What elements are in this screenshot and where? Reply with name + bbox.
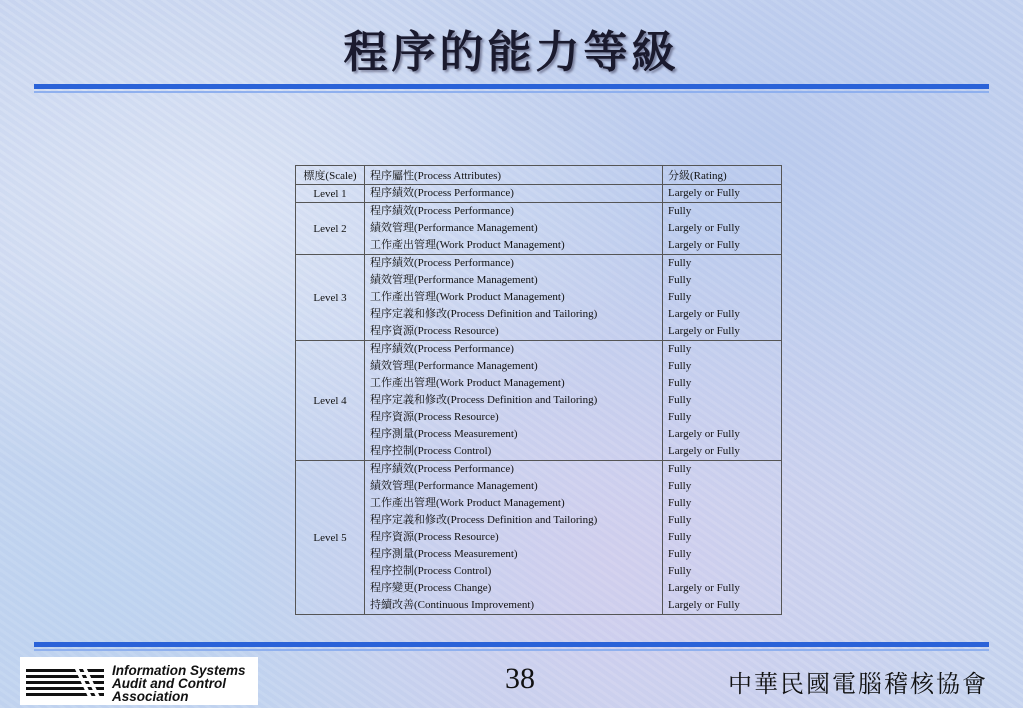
attributes-cell [365,203,663,255]
rating-cell [663,461,782,615]
rating-value: Fully [668,497,692,509]
header-process-attributes: 程序屬性(Process Attributes) [365,166,663,185]
rating-value: Fully [668,291,692,303]
process-attribute: 程序測量(Process Measurement) [370,548,518,560]
table-row [296,341,782,461]
rating-value: Largely or Fully [668,325,740,337]
attributes-cell [365,185,663,203]
organization-name: 中華民國電腦稽核協會 [728,670,988,698]
logo-line-2: Audit and Control [112,676,226,691]
logo-line-1: Information Systems [112,663,246,678]
rating-value: Fully [668,480,692,492]
attributes-cell [365,255,663,341]
rating-value: Fully [668,205,692,217]
rating-value: Fully [668,531,692,543]
process-attribute: 程序控制(Process Control) [370,445,492,457]
rating-value: Largely or Fully [668,187,740,199]
table-row [296,461,782,615]
process-attribute: 程序績效(Process Performance) [370,343,514,355]
process-attribute: 績效管理(Performance Management) [370,480,538,492]
rating-value: Largely or Fully [668,445,740,457]
rating-value: Fully [668,565,692,577]
rating-value: Largely or Fully [668,308,740,320]
process-attribute: 工作產出管理(Work Product Management) [370,377,565,389]
header-scale: 標度(Scale) [296,166,365,185]
process-attribute: 程序變更(Process Change) [370,582,492,594]
rating-value: Fully [668,360,692,372]
rating-value: Fully [668,463,692,475]
rating-value: Fully [668,257,692,269]
process-attribute: 工作產出管理(Work Product Management) [370,497,565,509]
process-attribute: 績效管理(Performance Management) [370,222,538,234]
rating-cell [663,341,782,461]
process-attribute: 程序控制(Process Control) [370,565,492,577]
slide-title: 程序的能力等級 [343,27,680,78]
rating-value: Fully [668,394,692,406]
rating-value: Largely or Fully [668,222,740,234]
table-row [296,203,782,255]
process-attribute: 程序測量(Process Measurement) [370,428,518,440]
process-attribute: 工作產出管理(Work Product Management) [370,239,565,251]
scale-cell: Level 2 [296,203,365,255]
rating-value: Largely or Fully [668,239,740,251]
rating-value: Fully [668,548,692,560]
top-divider-thin [34,91,989,93]
logo-line-3: Association [112,689,189,704]
process-attribute: 程序績效(Process Performance) [370,205,514,217]
process-attribute: 程序績效(Process Performance) [370,257,514,269]
process-attribute: 程序資源(Process Resource) [370,411,499,423]
process-attribute: 績效管理(Performance Management) [370,274,538,286]
rating-cell [663,185,782,203]
rating-value: Largely or Fully [668,428,740,440]
process-attribute: 程序資源(Process Resource) [370,325,499,337]
process-attribute: 工作產出管理(Work Product Management) [370,291,565,303]
header-rating: 分級(Rating) [663,166,782,185]
page-number: 38 [505,662,535,695]
rating-value: Fully [668,343,692,355]
capability-level-table [295,165,782,615]
process-attribute: 程序定義和修改(Process Definition and Tailoring) [370,308,598,320]
rating-value: Largely or Fully [668,582,740,594]
attributes-cell [365,461,663,615]
process-attribute: 程序定義和修改(Process Definition and Tailoring) [370,394,598,406]
rating-value: Fully [668,377,692,389]
rating-value: Fully [668,514,692,526]
process-attribute: 程序績效(Process Performance) [370,463,514,475]
rating-cell [663,255,782,341]
process-attribute: 程序績效(Process Performance) [370,187,514,199]
isaca-logo-text [112,664,246,703]
table-header-row [296,166,782,185]
table-row [296,255,782,341]
process-attribute: 持續改善(Continuous Improvement) [370,599,535,611]
rating-value: Fully [668,411,692,423]
process-attribute: 程序定義和修改(Process Definition and Tailoring) [370,514,598,526]
scale-cell: Level 5 [296,461,365,615]
rating-value: Fully [668,274,692,286]
rating-value: Largely or Fully [668,599,740,611]
attributes-cell [365,341,663,461]
process-attribute: 程序資源(Process Resource) [370,531,499,543]
table-body [296,185,782,615]
bottom-divider-thin [34,649,989,651]
table-row [296,185,782,203]
bottom-divider [34,642,989,647]
scale-cell: Level 1 [296,185,365,203]
top-divider [34,84,989,89]
isaca-logo [20,657,258,705]
isaca-logo-mark-icon [26,667,106,697]
scale-cell: Level 3 [296,255,365,341]
rating-cell [663,203,782,255]
scale-cell: Level 4 [296,341,365,461]
process-attribute: 績效管理(Performance Management) [370,360,538,372]
